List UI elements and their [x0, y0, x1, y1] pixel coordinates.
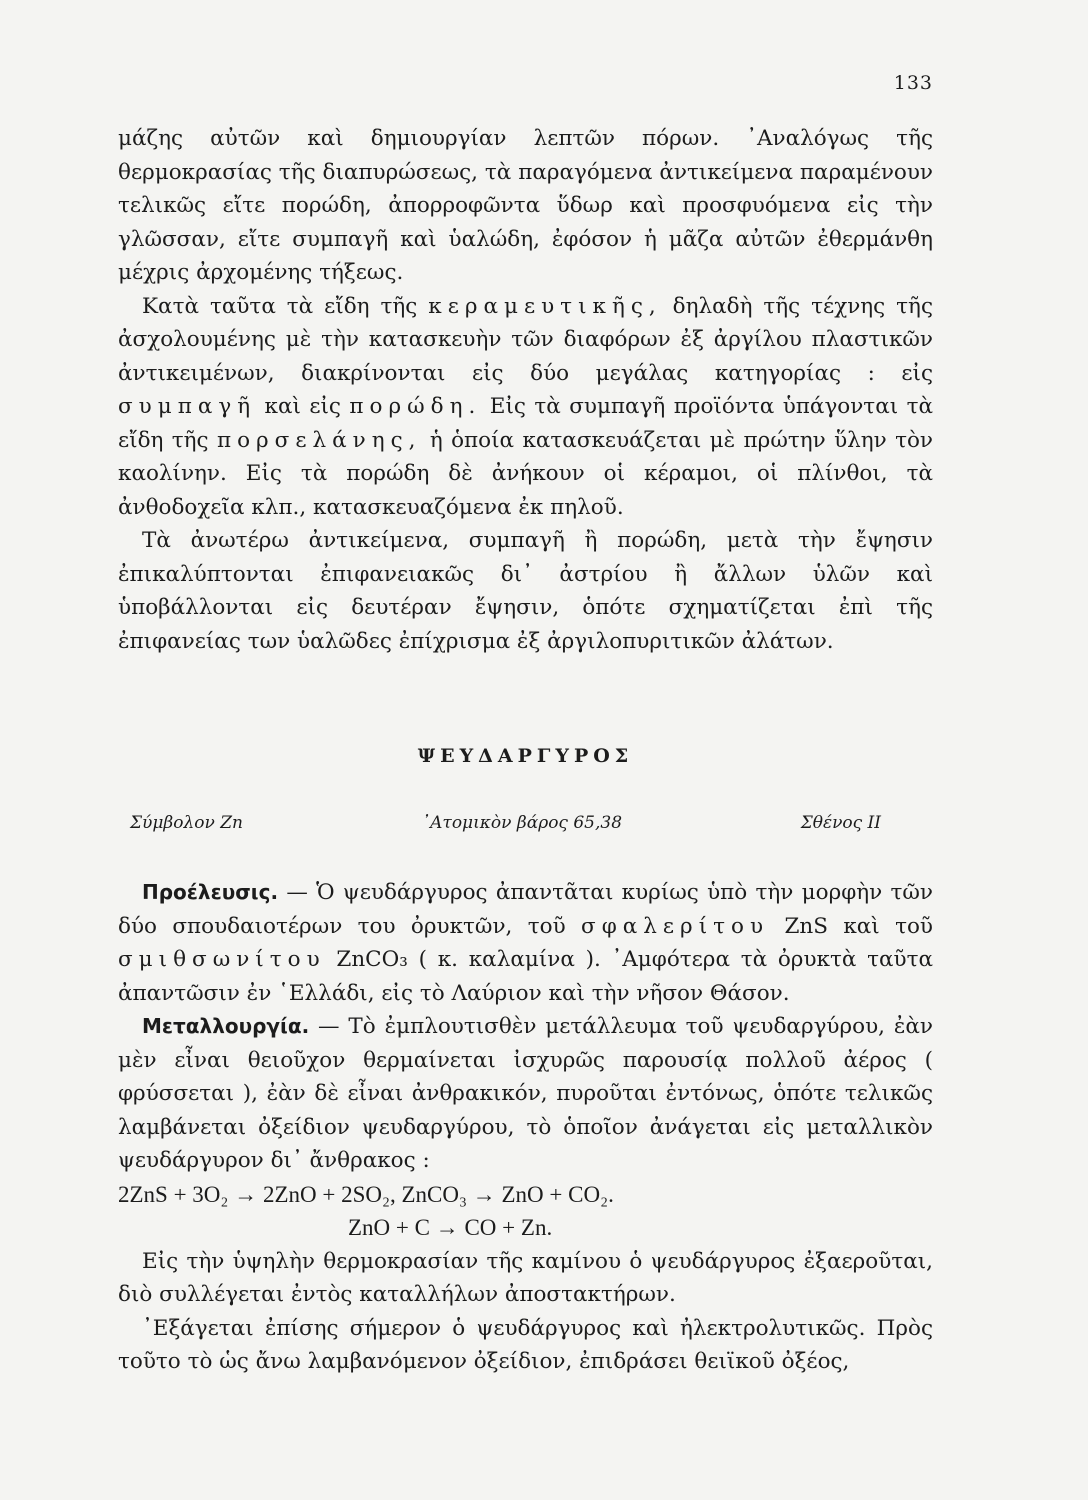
page-number: 133 — [893, 72, 933, 94]
paragraph-origin: Προέλευσις. — Ὁ ψευδάργυρος ἀπαντᾶται κυρίως ὑπὸ τὴν μορφὴν τῶν δύο σπουδαιοτέρων του ὀρυκτῶν, τοῦ σφαλερίτου ZnS καὶ τοῦ σμιθσωνίτου ZnCO₃ ( κ. καλαμίνα ). ᾿Αμφότερα τὰ ὀρυκτὰ ταῦτα ἀπαντῶσιν ἐν ῾Ελλάδι, εἰς τὸ Λαύριον καὶ τὴν νῆσον Θάσον. — [118, 880, 934, 1006]
origin-heading: Προέλευσις. — [142, 880, 279, 904]
paragraph-electrolysis: ᾿Εξάγεται ἐπίσης σήμερον ὁ ψευδάργυρος καὶ ἠλεκτρολυτικῶς. Πρὸς τοῦτο τὸ ὡς ἄνω λαμβανόμενον ὀξείδιον, ἐπιδράσει θειϊκοῦ ὀξέος, — [118, 1315, 933, 1374]
chemical-equations — [118, 1178, 933, 1245]
paragraph-glazing: Τὰ ἀνωτέρω ἀντικείμενα, συμπαγῆ ἢ πορώδη, μετὰ τὴν ἔψησιν ἐπικαλύπτονται ἐπιφανειακῶς δι᾿ ἀστρίου ἢ ἄλλων ὑλῶν καὶ ὑποβάλλονται εἰς δευτέραν ἔψησιν, ὁπότε σχηματίζεται ἐπὶ τῆς ἐπιφανείας των ὑαλῶδες ἐπίχρισμα ἐξ ἀργιλοπυριτικῶν ἀλάτων. — [118, 528, 933, 654]
paragraph-ceramics: Κατὰ ταῦτα τὰ εἴδη τῆς κεραμευτικῆς, δηλαδὴ τῆς τέχνης τῆς ἀσχολουμένης μὲ τὴν κατασκευὴν τῶν διαφόρων ἐξ ἀργίλου πλαστικῶν ἀντικειμένων, διακρίνονται εἰς δύο μεγάλας κατηγορίας : εἰς συμπαγῆ καὶ εἰς πορώδη. Εἰς τὰ συμπαγῆ προϊόντα ὑπάγονται τὰ εἴδη τῆς πορσελάνης, ἡ ὁποία κατασκευάζεται μὲ πρώτην ὕλην τὸν καολίνην. Εἰς τὰ πορώδη δὲ ἀνήκουν οἱ κέραμοι, οἱ πλίνθοι, τὰ ἀνθοδοχεῖα κλπ., κατασκευαζόμενα ἐκ πηλοῦ. — [118, 293, 933, 520]
atomic-weight: ᾿Ατομικὸν βάρος 65,38 — [421, 813, 623, 833]
valence: Σθένος II — [800, 813, 881, 833]
text-upper — [118, 122, 933, 658]
metallurgy-heading: Μεταλλουργία. — [142, 1014, 310, 1038]
section-title: ΨΕΥΔΑΡΓΥΡΟΣ — [417, 745, 634, 767]
element-symbol: Σύμβολον Zn — [130, 813, 243, 833]
text-lower — [118, 876, 933, 1379]
paragraph-distillation: Εἰς τὴν ὑψηλὴν θερμοκρασίαν τῆς καμίνου ὁ ψευδάργυρος ἐξαεροῦται, διὸ συλλέγεται ἐντὸς καταλλήλων ἀποστακτήρων. — [118, 1248, 933, 1307]
paragraph-intro: μάζης αὐτῶν καὶ δημιουργίαν λεπτῶν πόρων. ᾿Αναλόγως τῆς θερμοκρασίας τῆς διαπυρώσεως, τὰ παραγόμενα ἀντικείμενα παραμένουν τελικῶς εἴτε πορώδη, ἀπορροφῶντα ὕδωρ καὶ προσφυόμενα εἰς τὴν γλῶσσαν, εἴτε συμπαγῆ καὶ ὑαλώδη, ἐφόσον ἡ μᾶζα αὐτῶν ἐθερμάνθη μέχρις ἀρχομένης τήξεως. — [118, 126, 933, 285]
equation-line: 2ZnS + 3O₂ → 2ZnO + 2SO₂, ZnCO₃ → ZnO + CO₂. — [118, 1181, 614, 1207]
element-metadata — [118, 813, 933, 833]
equation-line: ZnO + C → CO + Zn. — [348, 1215, 553, 1240]
paragraph-metallurgy: Μεταλλουργία. — Τὸ ἐμπλουτισθὲν μετάλλευμα τοῦ ψευδαργύρου, ἐὰν μὲν εἶναι θειοῦχον θερμαίνεται ἰσχυρῶς παρουσίᾳ πολλοῦ ἀέρος ( φρύσσεται ), ἐὰν δὲ εἶναι ἀνθρακικόν, πυροῦται ἐντόνως, ὁπότε τελικῶς λαμβάνεται ὀξείδιον ψευδαργύρου, τὸ ὁποῖον ἀνάγεται εἰς μεταλλικὸν ψευδάργυρον δι᾿ ἄνθρακος : — [118, 1014, 933, 1173]
